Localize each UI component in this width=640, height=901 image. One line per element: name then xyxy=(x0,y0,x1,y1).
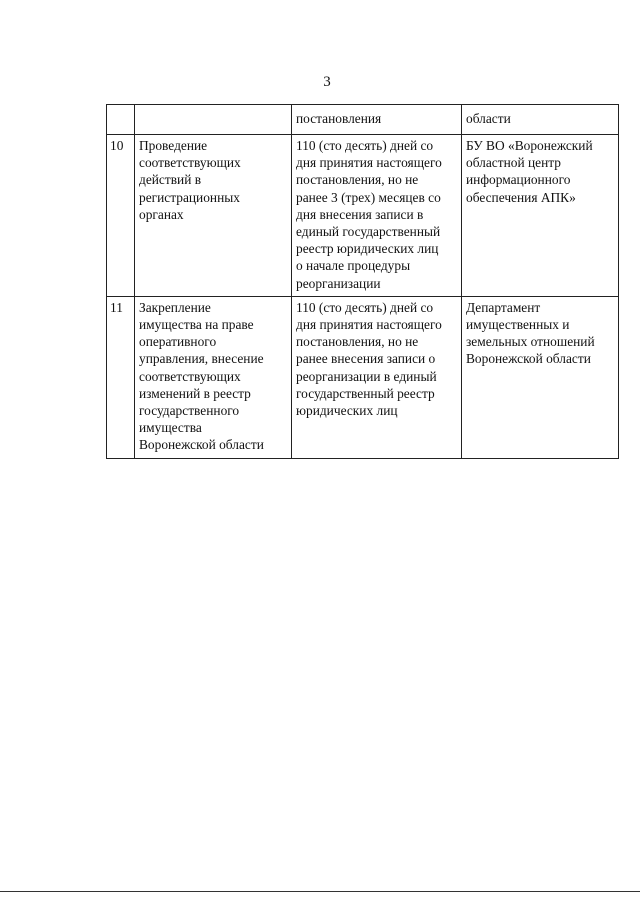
row-deadline: 110 (сто десять) дней со дня принятия настоящего постановления, но не ранее 3 (трех) месяцев со дня внесения записи в единый государственный реестр юридических лиц о начале процедуры реорганизации xyxy=(292,135,462,297)
table-cell-continued-responsible: области xyxy=(462,105,619,135)
table-cell-continued-deadline: постановления xyxy=(292,105,462,135)
row-responsible: БУ ВО «Воронежский областной центр информационного обеспечения АПК» xyxy=(462,135,619,297)
page-bottom-rule xyxy=(0,891,640,892)
row-deadline: 110 (сто десять) дней со дня принятия настоящего постановления, но не ранее внесения записи о реорганизации в единый государственный реестр юридических лиц xyxy=(292,296,462,458)
row-action: Проведение соответствующих действий в регистрационных органах xyxy=(135,135,292,297)
row-number: 10 xyxy=(107,135,135,297)
table-row xyxy=(107,296,619,458)
table-cell-empty xyxy=(107,105,135,135)
row-action: Закрепление имущества на праве оперативного управления, внесение соответствующих изменений в реестр государственного имущества Воронежской области xyxy=(135,296,292,458)
table-cell-empty xyxy=(135,105,292,135)
row-number: 11 xyxy=(107,296,135,458)
table-row xyxy=(107,135,619,297)
plan-table xyxy=(106,104,619,459)
page-number: 3 xyxy=(323,74,331,90)
table-continuation-row xyxy=(107,105,619,135)
row-responsible: Департамент имущественных и земельных отношений Воронежской области xyxy=(462,296,619,458)
